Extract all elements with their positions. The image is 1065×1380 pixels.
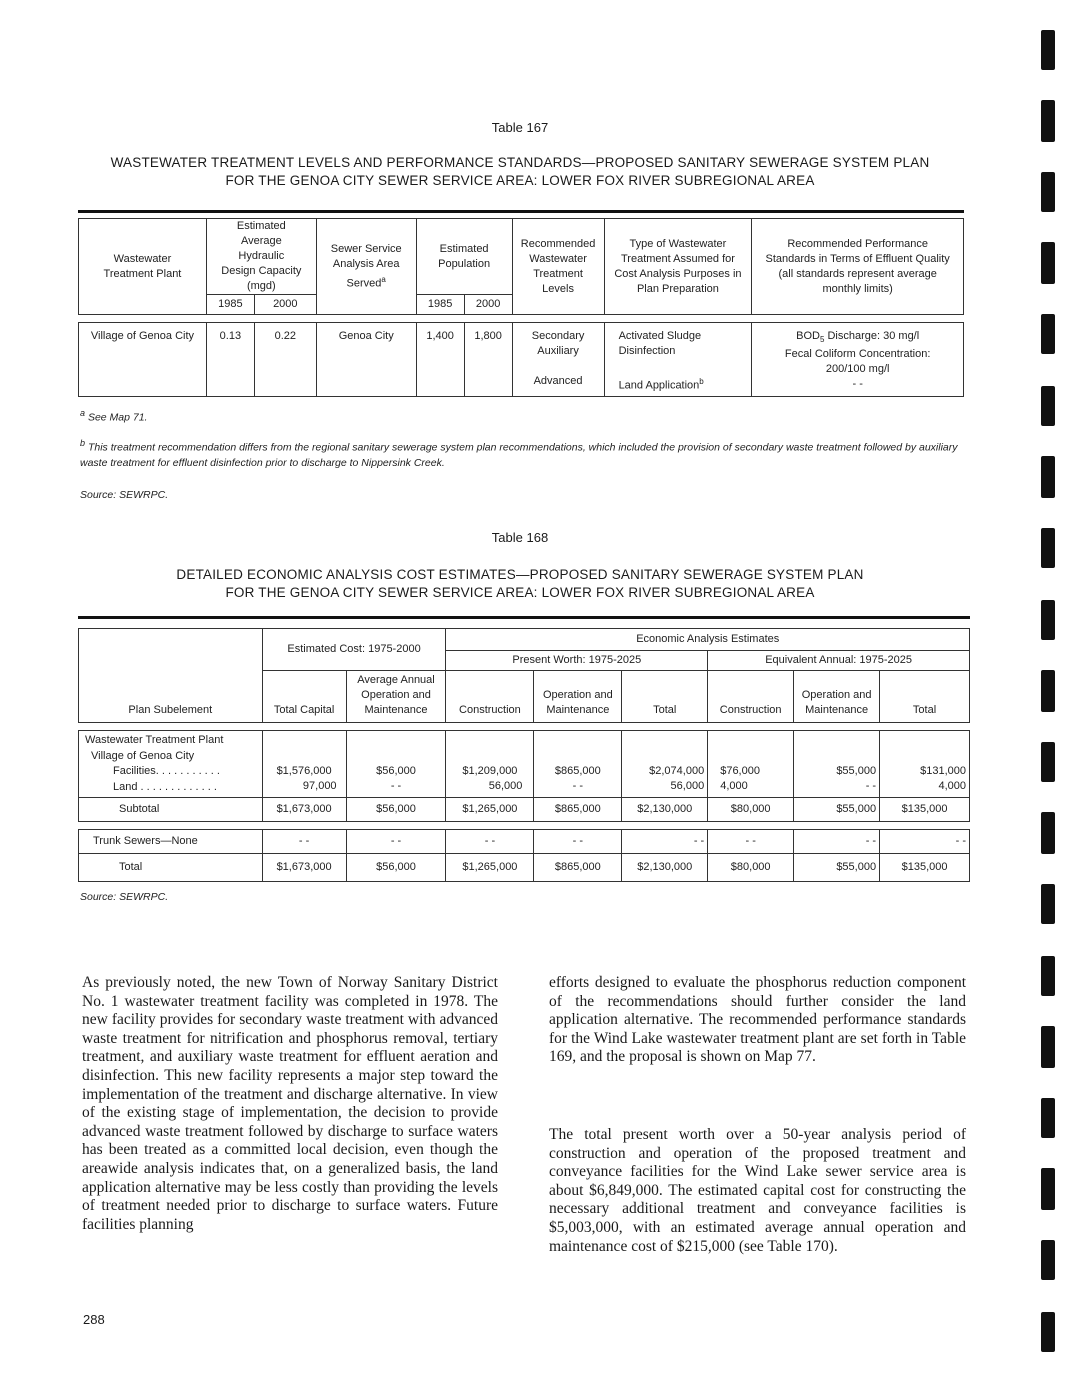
edge-mark (1041, 884, 1055, 924)
std-bod-value: Discharge: 30 mg/l (824, 330, 920, 342)
table-row (79, 323, 964, 397)
group-label-2: Village of Genoa City (91, 749, 195, 762)
edge-mark (1041, 812, 1055, 854)
cell-levels (512, 323, 604, 397)
subtotal-pw-construction: $1,265,000 (446, 798, 534, 822)
table-167-number: Table 167 (491, 120, 549, 135)
subtotal-ea-total: $135,000 (880, 798, 970, 822)
cell-pw-total (622, 731, 708, 798)
header-spacer (79, 315, 964, 323)
header-spacer (79, 723, 970, 731)
std-fecal-value: 200/100 mg/l (825, 363, 890, 376)
subtotal-pw-om: $865,000 (534, 798, 622, 822)
col-header-subelement: Plan Subelement (79, 629, 263, 723)
group-label-1: Wastewater Treatment Plant (85, 734, 224, 746)
cell-ea-total (880, 731, 970, 798)
col-header-equiv-annual: Equivalent Annual: 1975-2025 (708, 651, 970, 671)
edge-mark (1041, 1098, 1055, 1138)
col-header-ea-construction: Construction (708, 671, 794, 723)
edge-mark (1041, 1240, 1055, 1280)
land-ea-total: 4,000 (938, 780, 966, 792)
trunk-pw-construction: - - (446, 830, 534, 854)
table-168-number: Table 168 (491, 530, 549, 545)
cell-cap-2000: 0.22 (254, 323, 316, 397)
edge-mark (1041, 172, 1055, 212)
row-spacer (79, 822, 970, 830)
total-ea-om: $55,000 (794, 854, 880, 882)
table-168-source: Source: SEWRPC. (80, 891, 169, 903)
land-pw-construction: 56,000 (488, 780, 523, 792)
total-pw-total: $2,130,000 (622, 854, 708, 882)
table-167 (78, 218, 964, 397)
col-header-est-cost: Estimated Cost: 1975-2000 (262, 629, 446, 671)
land-pw-om: - - (572, 780, 584, 792)
facilities-pw-total: $2,074,000 (649, 765, 705, 777)
subtotal-avg-om: $56,000 (346, 798, 446, 822)
row-label-facilities: Facilities. . . . . . . . . . . (113, 765, 220, 777)
facilities-ea-total: $131,000 (920, 765, 966, 777)
col-header-pw-construction: Construction (446, 671, 534, 723)
type-activated-sludge: Activated Sludge (618, 330, 702, 342)
type-land-application (619, 374, 749, 394)
col-header-pop-2000: 2000 (464, 295, 512, 315)
trunk-pw-total: - - (622, 830, 708, 854)
body-right-column-para2: The total present worth over a 50-year analysis period of construction and operation of the proposed treatment and conveyance facilities for the Wind Lake sewer service area is about $6,849,000. The estimated capital cost for constructing the necessary additional treatment and conveyance facilities is $5,003,000, with an estimated average annual operation and maintenance cost of $215,000 (see Table 170). (549, 1126, 966, 1255)
facilities-ea-construction: $76,000 (720, 765, 760, 777)
table-167-source: Source: SEWRPC. (80, 489, 169, 501)
land-ea-construction: 4,000 (720, 780, 748, 792)
col-header-ea-total: Total (880, 671, 970, 723)
col-header-pw-om: Operation and Maintenance (534, 671, 622, 723)
trunk-ea-construction: - - (708, 830, 794, 854)
subtotal-total-capital: $1,673,000 (262, 798, 346, 822)
note-b-mark: b (80, 438, 86, 448)
table-167-top-rule (78, 210, 964, 213)
type-land-application-text: Land Application (618, 379, 700, 392)
col-header-econ: Economic Analysis Estimates (446, 629, 970, 651)
total-pw-construction: $1,265,000 (446, 854, 534, 882)
table-row-subtotal (79, 798, 970, 822)
cell-pop-1985: 1,400 (416, 323, 464, 397)
std-bod (755, 329, 960, 347)
edge-mark (1041, 528, 1055, 568)
level-auxiliary: Auxiliary (537, 345, 579, 357)
footnote-b-marker: b (699, 377, 704, 386)
land-total-capital: 97,000 (302, 780, 337, 792)
body-right-column-para1: efforts designed to evaluate the phosphorus reduction component of the recommendations should further consider the land application alternative. The recommended performance standards for the Wind Lake wastewater treatment plant are set forth in Table 169, and the proposal is shown on Map 77. (549, 974, 966, 1066)
edge-mark (1041, 30, 1055, 70)
subtotal-ea-construction: $80,000 (708, 798, 794, 822)
edge-mark (1041, 600, 1055, 640)
facilities-pw-om: $865,000 (554, 765, 601, 777)
col-header-capacity: Estimated Average Hydraulic Design Capacity (mgd) (206, 219, 316, 295)
facilities-pw-construction: $1,209,000 (462, 765, 518, 777)
col-header-cap-2000: 2000 (254, 295, 316, 315)
facilities-avg-om: $56,000 (376, 765, 416, 777)
col-header-present-worth: Present Worth: 1975-2025 (446, 651, 708, 671)
subtotal-pw-total: $2,130,000 (622, 798, 708, 822)
col-header-sewer-area-text: Sewer Service Analysis Area Served (330, 242, 402, 290)
edge-mark (1041, 456, 1055, 498)
table-167-title (60, 154, 980, 190)
col-header-cap-1985: 1985 (206, 295, 254, 315)
cell-pw-construction (446, 731, 534, 798)
land-avg-om: - - (390, 780, 402, 792)
table-168-title-line2: FOR THE GENOA CITY SEWER SERVICE AREA: LOWER FOX RIVER SUBREGIONAL AREA (225, 585, 815, 600)
col-header-sewer-area (316, 219, 416, 315)
col-header-levels: Recommended Wastewater Treatment Levels (512, 219, 604, 315)
table-168-title-line1: DETAILED ECONOMIC ANALYSIS COST ESTIMATES—PROPOSED SANITARY SEWERAGE SYSTEM PLAN (176, 567, 864, 582)
trunk-total-capital: - - (262, 830, 346, 854)
land-pw-total: 56,000 (670, 780, 705, 792)
col-header-standards: Recommended Performance Standards in Terms of Effluent Quality (all standards represent average monthly limits) (752, 219, 964, 315)
table-167-note-a (80, 406, 980, 426)
table-168 (78, 628, 970, 882)
note-b-text: This treatment recommendation differs from the regional sanitary sewerage system plan recommendations, which included the provision of secondary waste treatment followed by auxiliary waste treatment for effluent disinfection prior to discharge to Nippersink Creek. (80, 441, 958, 469)
body-left-column: As previously noted, the new Town of Norway Sanitary District No. 1 wastewater treatment facility was completed in 1978. The new facility provides for secondary waste treatment with advanced waste treatment for nitrification and phosphorus removal, tertiary treatment, and auxiliary waste treatment for effluent aeration and disinfection. This new facility represents a major step toward the implementation of the treatment and discharge alternative. In view of the existing stage of implementation, the decision to provide advanced waste treatment followed by discharge to surface waters has been treated as a committed local decision, even though the areawide analysis indicates that, on a generalized basis, the land application alternative may be less costly than providing the levels of treatment needed prior to discharge to surface waters. Future facilities planning (82, 974, 498, 1233)
edge-mark (1041, 956, 1055, 996)
total-ea-construction: $80,000 (708, 854, 794, 882)
level-advanced: Advanced (533, 375, 583, 387)
table-row-trunk (79, 830, 970, 854)
cell-area: Genoa City (316, 323, 416, 397)
edge-mark (1041, 314, 1055, 354)
col-header-population: Estimated Population (416, 219, 512, 295)
cell-group-label (79, 731, 263, 798)
cell-ea-construction (708, 731, 794, 798)
total-avg-om: $56,000 (346, 854, 446, 882)
edge-mark (1041, 670, 1055, 712)
table-168-top-rule (78, 616, 970, 619)
edge-mark (1041, 1312, 1055, 1352)
col-header-ea-om: Operation and Maintenance (794, 671, 880, 723)
col-header-total-capital: Total Capital (262, 671, 346, 723)
std-fecal: Fecal Coliform Concentration: (784, 348, 931, 361)
edge-mark (1041, 1168, 1055, 1210)
page-number: 288 (83, 1312, 105, 1327)
land-ea-om: - - (865, 780, 877, 792)
table-167-title-line2: FOR THE GENOA CITY SEWER SERVICE AREA: LOWER FOX RIVER SUBREGIONAL AREA (225, 173, 815, 188)
cell-pop-2000: 1,800 (464, 323, 512, 397)
edge-mark (1041, 742, 1055, 782)
level-secondary: Secondary (531, 330, 585, 342)
col-header-pw-total: Total (622, 671, 708, 723)
page-edge-marks (1037, 0, 1055, 1380)
total-ea-total: $135,000 (880, 854, 970, 882)
col-header-type: Type of Wastewater Treatment Assumed for Cost Analysis Purposes in Plan Preparation (604, 219, 752, 315)
cell-type (604, 323, 752, 397)
trunk-ea-total: - - (880, 830, 970, 854)
col-header-pop-1985: 1985 (416, 295, 464, 315)
edge-mark (1041, 386, 1055, 426)
cell-standards (752, 323, 964, 397)
note-a-mark: a (80, 408, 86, 418)
cell-ea-om (794, 731, 880, 798)
cell-cap-1985: 0.13 (206, 323, 254, 397)
edge-mark (1041, 1026, 1055, 1068)
total-total-capital: $1,673,000 (262, 854, 346, 882)
total-pw-om: $865,000 (534, 854, 622, 882)
note-a-text: See Map 71. (87, 411, 148, 424)
std-bod-label: BOD (796, 330, 820, 342)
table-167-title-line1: WASTEWATER TREATMENT LEVELS AND PERFORMANCE STANDARDS—PROPOSED SANITARY SEWERAGE SYSTEM PLAN (110, 155, 930, 170)
col-header-avg-annual-om: Average Annual Operation and Maintenance (346, 671, 446, 723)
subtotal-label: Subtotal (79, 798, 263, 822)
edge-mark (1041, 100, 1055, 142)
col-header-plant: Wastewater Treatment Plant (79, 219, 207, 315)
footnote-a-marker: a (381, 274, 386, 284)
std-bod-subscript: 5 (819, 335, 825, 345)
type-disinfection: Disinfection (618, 345, 676, 357)
table-row-total (79, 854, 970, 882)
std-land: - - (852, 378, 863, 391)
facilities-total-capital: $1,576,000 (276, 765, 332, 777)
cell-plant: Village of Genoa City (79, 323, 207, 397)
subtotal-ea-om: $55,000 (794, 798, 880, 822)
total-label: Total (79, 854, 263, 882)
cell-pw-om (534, 731, 622, 798)
table-168-title (60, 566, 980, 602)
cell-total-capital (262, 731, 346, 798)
trunk-pw-om: - - (534, 830, 622, 854)
table-167-note-b (80, 436, 980, 471)
facilities-ea-om: $55,000 (836, 765, 877, 777)
edge-mark (1041, 242, 1055, 284)
trunk-ea-om: - - (794, 830, 880, 854)
trunk-avg-om: - - (346, 830, 446, 854)
cell-avg-annual-om (346, 731, 446, 798)
row-label-land: Land . . . . . . . . . . . . . (113, 780, 217, 793)
trunk-label: Trunk Sewers—None (79, 830, 263, 854)
table-row (79, 731, 970, 798)
